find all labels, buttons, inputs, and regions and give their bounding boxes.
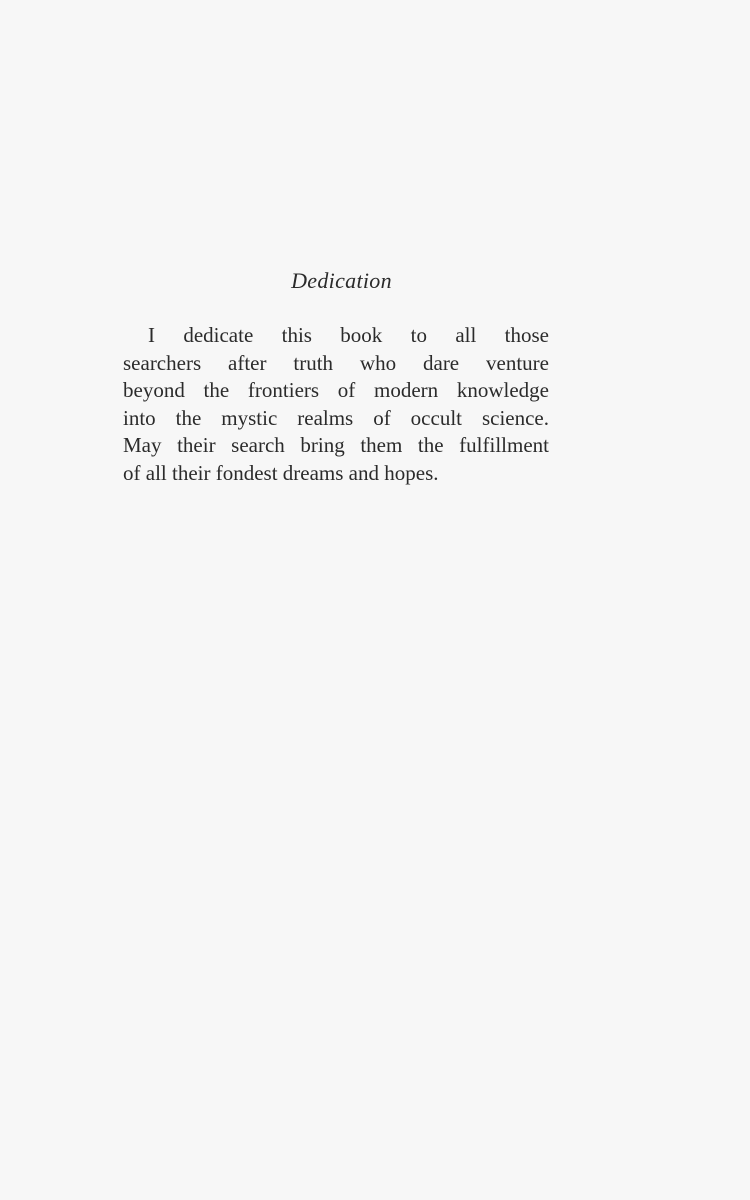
dedication-line: I dedicate this book to all those (148, 323, 549, 347)
dedication-heading: Dedication (291, 268, 392, 293)
dedication-line: of all their fondest dreams and hopes. (123, 460, 439, 485)
dedication-line: beyond the frontiers of modern knowledge (123, 378, 549, 403)
dedication-line: into the mystic realms of occult science. (123, 405, 549, 430)
dedication-line: May their search bring them the fulfillment (123, 433, 549, 458)
dedication-line: searchers after truth who dare venture (123, 350, 549, 375)
dedication-paragraph (123, 322, 549, 488)
